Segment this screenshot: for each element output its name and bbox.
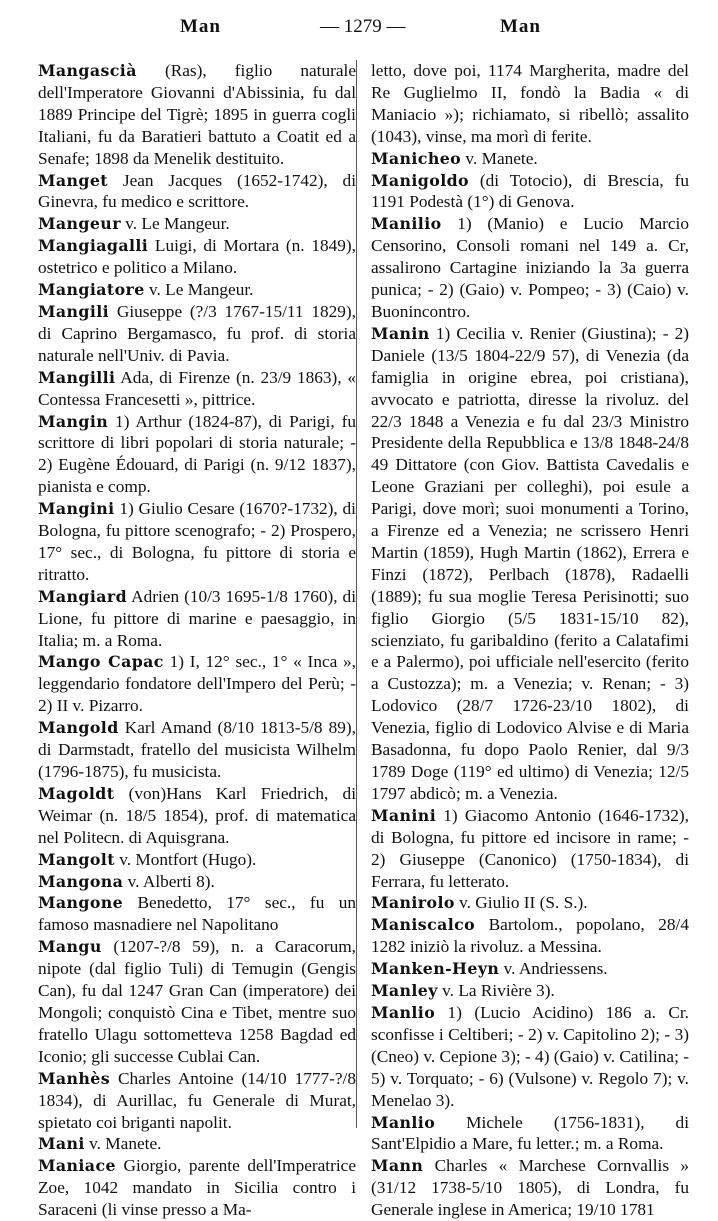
entry-headword: Mangiatore <box>38 280 145 300</box>
dictionary-entry <box>38 892 356 936</box>
dictionary-entry <box>371 805 689 893</box>
entry-text: (1207-?/8 59), n. a Caracorum, nipote (dal figlio Tuli) di Temugin (Gengis Can), fu dal 1247 Gran Can (imperatore) dei Mongoli; conquistò Cina e Tibet, mentre suo fratello Ulagu sottometteva 1258 Bagdad ed Iconio; gli successe Cublai Can. <box>38 937 356 1066</box>
entry-text: Charles Antoine (14/10 1777-?/8 1834), di Aurillac, fu Generale di Murat, spietato coi briganti napolit. <box>38 1068 356 1132</box>
header-right-guideword: Man <box>500 16 541 37</box>
entry-text: v. Le Mangeur. <box>144 280 254 300</box>
entry-text: (Ras), figlio naturale dell'Imperatore Giovanni d'Abissinia, fu dal 1889 Principe del Tigrè; 1895 in guerra cogli Italiani, fu da Baratieri battuto a Coatit ed a Senafe; 1898 da Menelik destituito. <box>38 61 356 168</box>
column-divider <box>356 60 357 1128</box>
entry-text: 1) Cecilia v. Renier (Giustina); - 2) Daniele (13/5 1804-22/9 57), di Venezia (da famiglia in origine ebrea, poi cristiana), avvocato e patriotta, diresse la rivoluz. del 22/3 1848 a Venezia e fu dal 23/3 Ministro Presidente della Repubblica e 13/8 1848-24/8 49 Dittatore (con Giov. Battista Cavedalis e Leone Graziani per colleghi), poi esule a Parigi, dove morì; suoi monumenti a Torino, a Firenze ed a Venezia; ne scrissero Henri Martin (1859), Hugh Martin (1862), Errera e Finzi (1872), Perlbach (1878), Radaelli (1889); fu sua moglie Teresa Perisinotti; suo figlio Giorgio (5/5 1831-15/10 82), scienziato, fu garibaldino (ferito a Calatafimi e a Palermo), poi ufficiale nell'esercito (ferito a Custozza); m. a Venezia; v. Renan; - 3) Lodovico (28/7 1726-23/10 1802), di Venezia, figlio di Lodovico Alvise e di Maria Basadonna, fu dopo Paolo Renier, dal 9/3 1789 Doge (119° ed ultimo) di Venezia; 12/5 1797 abdicò; m. a Venezia. <box>371 323 689 803</box>
entry-headword: Mango Capac <box>38 652 164 672</box>
entry-text: (di Totocio), di Brescia, fu 1191 Podestà (1°) di Genova. <box>371 170 689 212</box>
entry-text: 1) Giacomo Antonio (1646-1732), di Bologna, fu pittore ed incisore in rame; - 2) Giuseppe (Canonico) (1750-1834), di Ferrara, fu letterato. <box>371 805 689 891</box>
entry-headword: Mani <box>38 1134 85 1154</box>
entry-text: v. Manete. <box>461 148 538 168</box>
dictionary-entry <box>371 980 689 1002</box>
entry-text: Ada, di Firenze (n. 23/9 1863), « Contessa Francesetti », pittrice. <box>38 367 356 409</box>
dictionary-entry <box>371 148 689 170</box>
dictionary-entry <box>38 1133 356 1155</box>
entry-text: v. Le Mangeur. <box>120 214 230 234</box>
dictionary-entry <box>38 1068 356 1134</box>
dictionary-entry <box>371 958 689 980</box>
entry-headword: Manget <box>38 170 108 190</box>
entry-text: Jean Jacques (1652-1742), di Ginevra, fu medico e scrittore. <box>38 170 356 212</box>
dictionary-entry <box>371 1112 689 1156</box>
dictionary-entry <box>38 871 356 893</box>
entry-text: 1) (Manio) e Lucio Marcio Censorino, Consoli romani nel 149 a. Cr, assalirono Cartagine iniziando la 3a guerra punica; - 2) (Gaio) v. Pompeo; - 3) (Caio) v. Buonincontro. <box>371 214 689 321</box>
page-number: — 1279 — <box>320 16 406 37</box>
entry-text: (von)Hans Karl Friedrich, di Weimar (n. 18/5 1854), prof. di matematica nel Politecn. di Aquisgrana. <box>38 783 356 847</box>
entry-headword: Mangiard <box>38 586 128 606</box>
dictionary-entry <box>38 586 356 652</box>
entry-headword: Manhès <box>38 1068 111 1088</box>
entry-headword: Manilio <box>371 214 442 234</box>
entry-headword: Manken-Heyn <box>371 959 500 979</box>
dictionary-entry <box>38 367 356 411</box>
entry-text: Karl Amand (8/10 1813-5/8 89), di Darmstadt, fratello del musicista Wilhelm (1796-1875), fu musicista. <box>38 718 356 781</box>
entry-headword: Mangiagalli <box>38 236 149 256</box>
page-header <box>0 16 718 42</box>
dictionary-entry <box>38 301 356 367</box>
entry-headword: Mangini <box>38 499 115 519</box>
entry-headword: Manlio <box>371 1002 436 1022</box>
entry-headword: Manin <box>371 323 430 343</box>
dictionary-entry <box>371 60 689 148</box>
entry-headword: Mangolt <box>38 849 115 869</box>
entry-text: Adrien (10/3 1695-1/8 1760), di Lione, fu pittore di marine e paesaggio, in Italia; m. a Roma. <box>38 586 356 650</box>
dictionary-entry <box>38 60 356 170</box>
entry-text: 1) Arthur (1824-87), di Parigi, fu scrittore di libri popolari di storia naturale; - 2) Eugène Édouard, di Parigi (n. 9/12 1837), pianista e comp. <box>38 411 356 497</box>
dictionary-entry <box>371 914 689 958</box>
dictionary-entry <box>38 849 356 871</box>
dictionary-entry <box>371 323 689 805</box>
entry-text: 1) Giulio Cesare (1670?-1732), di Bologna, fu pittore scenografo; - 2) Prospero, 17° sec., di Bologna, fu pittore di storia e ritratto. <box>38 499 356 584</box>
entry-text: letto, dove poi, 1174 Margherita, madre del Re Guglielmo II, fondò la Badia « di Maniacio »); richiamato, si ribellò; assalito (1043), vinse, ma morì di ferite. <box>371 61 689 146</box>
entry-text: Bartolom., popolano, 28/4 1282 iniziò la rivoluz. a Messina. <box>371 915 689 957</box>
entry-headword: Mangili <box>38 301 110 321</box>
dictionary-entry <box>371 1002 689 1112</box>
entry-headword: Manicheo <box>371 148 462 168</box>
entry-headword: Mangu <box>38 937 102 957</box>
entry-headword: Mangin <box>38 411 109 431</box>
entry-text: v. Montfort (Hugo). <box>114 849 257 869</box>
dictionary-entry <box>38 170 356 214</box>
entry-headword: Mann <box>371 1156 424 1176</box>
entry-text: v. Andriessens. <box>499 959 608 979</box>
entry-text: 1) I, 12° sec., 1° « Inca », leggendario fondatore dell'Impero del Perù; - 2) II v. Pizarro. <box>38 652 356 716</box>
entry-headword: Manigoldo <box>371 170 469 190</box>
entry-headword: Maniace <box>38 1156 116 1176</box>
entry-text: v. Alberti 8). <box>123 871 215 891</box>
dictionary-entry <box>38 213 356 235</box>
entry-text: Giuseppe (?/3 1767-15/11 1829), di Caprino Bergamasco, fu prof. di storia naturale nell'Univ. di Pavia. <box>38 301 356 365</box>
entry-text: Luigi, di Mortara (n. 1849), ostetrico e politico a Milano. <box>38 236 356 278</box>
entry-text: Giorgio, parente dell'Imperatrice Zoe, 1042 mandato in Sicilia contro i Saraceni (li vinse presso a Ma- <box>38 1156 356 1220</box>
entry-headword: Magoldt <box>38 783 115 803</box>
entry-text: Michele (1756-1831), di Sant'Elpidio a Mare, fu letter.; m. a Roma. <box>371 1112 689 1154</box>
dictionary-entry <box>38 717 356 783</box>
entry-headword: Manley <box>371 981 438 1001</box>
dictionary-entry <box>38 498 356 586</box>
dictionary-entry <box>38 235 356 279</box>
entry-text: 1) (Lucio Acidino) 186 a. Cr. sconfisse i Celtiberi; - 2) v. Capitolino 2); - 3) (Cneo) v. Cepione 3); - 4) (Gaio) v. Catilina; - 5) v. Torquato; - 6) (Vulsone) v. Regolo 7); v. Menelao 3). <box>371 1002 689 1110</box>
dictionary-entry <box>38 651 356 717</box>
dictionary-entry <box>38 1155 356 1221</box>
dictionary-entry <box>371 213 689 323</box>
entry-text: v. La Rivière 3). <box>437 981 555 1001</box>
entry-headword: Maniscalco <box>371 915 476 935</box>
entry-headword: Mangascià <box>38 61 137 80</box>
entry-headword: Mangone <box>38 893 124 913</box>
entry-headword: Mangold <box>38 718 119 738</box>
entry-text: v. Giulio II (S. S.). <box>454 893 588 913</box>
entry-headword: Manirolo <box>371 893 455 913</box>
entry-headword: Mangilli <box>38 367 116 387</box>
dictionary-entry <box>38 411 356 499</box>
entry-headword: Manini <box>371 805 437 825</box>
dictionary-entry <box>38 936 356 1067</box>
header-left-guideword: Man <box>180 16 221 37</box>
dictionary-entry <box>38 783 356 849</box>
entry-headword: Manlio <box>371 1112 436 1132</box>
dictionary-entry <box>371 892 689 914</box>
left-column <box>38 60 356 1221</box>
entry-text: Benedetto, 17° sec., fu un famoso masnadiere nel Napolitano <box>38 893 356 935</box>
entry-headword: Mangeur <box>38 214 121 234</box>
entry-headword: Mangona <box>38 871 124 891</box>
dictionary-entry <box>371 170 689 214</box>
dictionary-entry <box>371 1155 689 1221</box>
right-column <box>371 60 689 1221</box>
entry-text: Charles « Marchese Cornvallis » (31/12 1738-5/10 1805), di Londra, fu Generale inglese in America; 19/10 1781 <box>371 1156 689 1220</box>
entry-text: v. Manete. <box>84 1134 162 1154</box>
dictionary-entry <box>38 279 356 301</box>
